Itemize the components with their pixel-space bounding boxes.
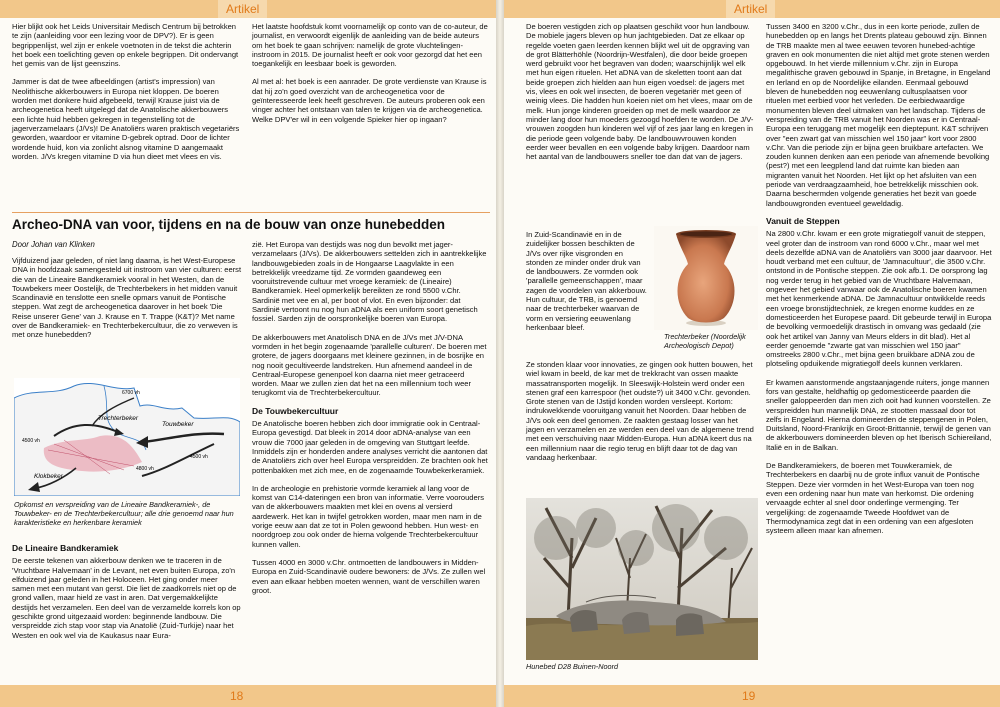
left-column-1 <box>12 256 242 349</box>
section-heading: De Touwbekercultuur <box>252 405 339 416</box>
map-label-date: 4500 vh <box>190 454 208 460</box>
article-byline: Door Johan van Klinken <box>12 240 95 249</box>
paragraph: Vijfduizend jaar geleden, of niet lang daarna, is het West-Europese DNA in hoofdzaak samengesteld uit instroom van vier culturen: eerst die van de Lineaire Bandkeramiek vooral in het Westen, dan de Touwbekers meer Oostelijk, de Trechterbekers in het midden vanuit Scandinavië en tenslotte een snelle opmars vanuit de Pontische steppen. Wat zegt de archeogenetica daarover in het boek 'Die Reise unserer Gene' van J. Krause en T. Trappe (K&T)? Met name over de Bandkeramiek- en Trechterbekercultuur, die zo verweven is met onze hunebedden? <box>12 256 242 340</box>
left-page-number: 18 <box>230 689 244 703</box>
right-column-1-lower <box>526 360 756 471</box>
paragraph: Tussen 3400 en 3200 v.Chr., dus in een korte periode, zullen de hunebedden op en langs het Drents plateau gebouwd zijn. Binnen de TRB maakte men al twee eeuwen tevoren hunebed-achtige graven en ook monumenten die niet altijd met grote stenen werden opgebouwd. In het vierde millennium v.Chr. zijn in Europa megalithische graven gebouwd in Spanje, in Bretagne, in Engeland en Ierland en op de Noordelijke eilanden. Eenmaal gebouwd bleven de hunebedden nog eeuwenlang cultusplaatsen voor rituelen met eerbied voor het verleden. De eerbiedwaardige monumenten bleven deel uitmaken van het landschap. Tijdens de verspreiding van de TRB vanuit het Noorden was er in Centraal-Europa een teruggang met mogelijk een dieptepunt. K&T schrijven over "een zwart gat van misschien wel 150 jaar" kort voor 2800 v.Chr. Van die periode zijn er bijna geen bruikbare artefacten. We zouden kunnen denken aan een periode van afnemende bevolking (pest?) met een leegplend land dat ruimte kan bieden aan migranten vanuit het Noorden. Het lijkt op het afsluiten van een periode van verdraagzaamheid, hoe betrekkelijk misschien ook. Daarna beschermden volgende generaties het bezit van goede landbouwgronden eventueel geweldadig. <box>766 22 991 208</box>
section-heading: Vanuit de Steppen <box>766 215 840 226</box>
paragraph: De akkerbouwers met Anatolisch DNA en de J/Vs met J/V-DNA vormden in het begin zogenaamde 'parallelle culturen'. De boeren met grotere, de jagers doorgaans met kleinere gezinnen, in de bosrijke en nog nooit gecultiveerde landstreken. Hun afnemend aandeel in de Centraal-Europese genenpoel kon daarna niet meer getraceerd worden. Maar we zullen zien dat het na een millennium toch weer terugkomt via de Trechterbekercultuur. <box>252 332 487 398</box>
right-page <box>504 0 1000 707</box>
page-gutter <box>496 0 504 707</box>
right-section-label: Artikel <box>726 0 775 18</box>
paragraph: In Zuid-Scandinavië en in de zuidelijker bossen beschikten de J/Vs over rijke visgronden en stonden ze minder onder druk van de landbouwers. Ze vormden ook 'parallelle gemeenschappen', maar zagen de voordelen van akkerbouw. Hun cultuur, de TRB, is genoemd naar de trechterbeker waarvan de vorm en versiering eeuwenlang herkenbaar bleef. <box>526 230 647 332</box>
map-label-trechterbeker: Trechterbeker <box>98 415 138 422</box>
paragraph: zië. Het Europa van destijds was nog dun bevolkt met jager-verzamelaars (J/Vs). De akkerbouwers settelden zich in aantrekkelijke landbouwgebieden zoals in de Hongaarse Laagvlakte in een betrekkelijk vreedzame tijd. Ze vormden gaandeweg een vooruitstrevende cultuur met vroege keramiek: de (Lineaire) Bandkeramiek. Heel opmerkelijk bereikten ze rond 5500 v.Chr. Sardinië met vee en al, per boot of vlot. En even bijzonder: dat Sardinië vertoont nu nog hun aDNA als een uniform soort genetisch fossiel. Sarden zijn de oorspronkelijke boeren van Europa. <box>252 240 487 324</box>
paragraph: Al met al: het boek is een aanrader. De grote verdienste van Krause is dat hij zo'n goed overzicht van de archeogenetica voor de geïnteresseerde leek heeft geschreven. De auteurs proberen ook een vinger achter het ontstaan van talen te krijgen via de archeogenetica. Welke DPV'er wil in een volgende Spieker hier op ingaan? <box>252 77 487 124</box>
paragraph: Na 2800 v.Chr. kwam er een grote migratiegolf vanuit de steppen, veel groter dan de instroom van rond 6000 v.Chr., maar wel met deels dezelfde aDNA van de Anatoliërs van 3000 jaar daarvoor. Het houdt verband met een cultuur, de 'Jamnacultuur', die 3500 v.Chr. ontstond in de Pontische steppen. Zie ook afb.1. De oorsprong lag nog verder terug in het gebied van de Vruchtbare Halvemaan, ongeveer het gebied vanwaar ook de Anatolische boeren kwamen met het kenmerkende aDNA. De Jamnacultuur ontwikkelde reeds een vroege bronstijdtechniek, ze kregen enorme kuddes en ze domesticeerden het Europese paard. Dit gebeurde terwijl in Europa de bevolking vermoedelijk drastisch in omvang was gedaald (zie ook het artikel van Janny van Meurs elders in dit blad). Het al eerder genoemde "zwarte gat van misschien wel 150 jaar" omstreeks 2800 v.Chr., met bijna geen bruikbare aDNA zou de plotseling opduikende migratiegolf deels kunnen verklaren. <box>766 229 992 369</box>
paragraph: Ze stonden klaar voor innovaties, ze gingen ook hutten bouwen, het wiel kwam in beeld, de kar met de trekkracht van ossen maakte massatransporten mogelijk. In Sleeswijk-Holstein werd onder een stenen graf een karrespoor (het oudste?) uit 3400 v.Chr. gevonden. Grote stenen van de IJstijd konden worden versleept. Kortom: indrukwekkende vooruitgang vanuit het Noorden. Daar hebben de J/Vs ook een deel genomen. Ze raakten gestaag losser van het jagen en verzamelen en ze werden een deel van de algemene trend met een verschuiving naar Midden-Europa. Hun aDNA keert dus na een millennium naar die regio terug en blijft daar tot de dag van vandaag herkenbaar. <box>526 360 754 462</box>
europe-map-illustration <box>14 378 240 496</box>
left-top-column-1 <box>12 22 242 170</box>
right-page-number: 19 <box>742 689 756 703</box>
pot-caption: Trechterbeker (Noordelijk Archeologisch Depot) <box>664 332 746 350</box>
paragraph: Er kwamen aanstormende angstaanjagende ruiters, jonge mannen fors van gestalte, heldhaftig op gedomesticeerde paarden die sneller galoppeerden dan men zich ooit had kunnen voorstellen. Ze verspreidden hun mannelijk DNA, ze stootten massaal door tot zelfs in Engeland. Hierna domineerden de steppengenen in Polen, Duitsland, Noord-Frankrijk en Groot-Brittannië, terwijl de genen van de akkerbouwers domineerden bleven op het Iberisch Schiereiland, Italië en in de Balkan. <box>766 377 992 452</box>
left-page <box>0 0 496 707</box>
paragraph: De Anatolische boeren hebben zich door immigratie ook in Centraal-Europa gevestigd. Dat bleek in 2014 door aDNA-analyse van een vrouw die 7000 jaar geleden in de omgeving van Stuttgart leefde. Inmiddels zijn er honderden andere analyses verricht die aantonen dat de Anatoliërs zich over heel Europa verspreidden. Ze brachten ook het pottenbakken met zich mee, en de zogenaamde Touwbekerkeramiek. <box>252 419 488 475</box>
article-title: Archeo-DNA van voor, tijdens en na de bouw van onze hunebedden <box>12 217 446 232</box>
map-label-touwbeker: Touwbeker <box>162 421 194 428</box>
hunebed-photo <box>526 498 758 660</box>
map-label-date: 6700 vh <box>122 390 140 396</box>
left-top-column-2 <box>252 22 488 133</box>
paragraph: De Bandkeramiekers, de boeren met Touwkeramiek, de Trechterbekers en daarbij nu de grote influx vanuit de Pontische Steppen. Deze vier vormden in het West-Europa van toen nog even een ordening naar hun mate van herkomst. Die ordening vervaagde echter al snel door onderlinge vermenging. Ter vergelijking: de zogenaamde Tweede Hoofdwet van de Thermodynamica zegt dat in een ordening van een afgesloten systeem alleen maar kan afnemen. <box>766 461 980 536</box>
map-label-date: 4500 vh <box>22 438 40 444</box>
paragraph: In de archeologie en prehistorie vormde keramiek al lang voor de komst van C14-dateringen een bron van informatie. Verre voorouders van de akkerbouwers maakten met klei en ovens al versierd aardewerk. Het kan in twijfel getrokken worden, maar men nam in de vorige eeuw aan dat ze tot in Polen gewoond hebben. Hun west- en noordgroep zou ook onder de hierna volgende Trechterbekercultuur kunnen vallen. <box>252 483 484 549</box>
title-rule <box>12 212 490 213</box>
map-label-klokbeker: Klokbeker <box>34 473 63 480</box>
hunebed-caption: Hunebed D28 Buinen-Noord <box>526 662 619 671</box>
left-footer-band <box>0 685 496 707</box>
paragraph: Het laatste hoofdstuk komt voornamelijk op conto van de co-auteur, de journalist, en verwoordt eigenlijk de aanleiding van de beide auteurs om het boek te gaan schrijven: namelijk de grote vluchtelingen-instroom in 2015. De journalist heeft er ook voor gezorgd dat het een toegankelijk en leesbaar boek is geworden. <box>252 22 488 69</box>
paragraph: Tussen 4000 en 3000 v.Chr. ontmoetten de landbouwers in Midden-Europa en Zuid-Scandinavië oudere bewoners: de J/Vs. Ze zullen wel even aan elkaar hebben moeten wennen, want de verschillen waren groot. <box>252 557 486 595</box>
map-caption: Opkomst en verspreiding van de Lineaire Bandkeramiek-, de Touwbeker- en de Trechterbekercultuur; alle drie genoemd naar hun karakteristieke en herkenbare keramiek <box>14 500 234 527</box>
left-column-1-lower <box>12 540 242 649</box>
right-column-2 <box>766 22 992 544</box>
paragraph: Jammer is dat de twee afbeeldingen (artist's impression) van Neolithische akkerbouwers in Europa niet kloppen. De boeren worden met donkere huid afgebeeld, terwijl Krause juist via de archeogenetica heeft uitgelegd dat de Anatolische akkerbouwers een lichte huid hebben gekregen in tegenstelling tot de jagerverzamelaars (J/Vs)! De Anatoliërs waren praktisch vegetariërs geworden, waardoor er vitamine D-gebrek optrad. Door de lichter wordende huid, kon via zonlicht alsnog vitamine D aangemaakt worden. J/Vs kregen vitamine D via hun dieet met vlees en vis. <box>12 77 240 161</box>
left-column-2 <box>252 240 488 604</box>
paragraph: De eerste tekenen van akkerbouw denken we te traceren in de 'Vruchtbare Halvemaan' in de Levant, net even buiten Europa, zo'n elfduizend jaar geleden in het Holoceen. Het ging onder meer samen met een mutant van gerst. Die liet de zaadkorrels niet op de grond vallen, maar hield ze vast in aren. Dat vergemakkelijkte destijds het verzamelen. Een deel van de verzamelde korrels kon op geschikte grond uitgezaaid worden: beginnende landbouw. Die verspreidde zich stap voor stap via Anatolië (Zuid-Turkije) naar het Westen en ook wel via de Kaukasus naar Eura- <box>12 556 241 640</box>
left-section-label: Artikel <box>218 0 267 18</box>
paragraph: Hier blijkt ook het Leids Universitair Medisch Centrum bij betrokken te zijn (aanleiding voor een lezing voor de DPV?). Er is geen begrippenlijst, wel zijn er enkele voetnoten in de tekst die achterin het boek een toelichting geven op enkele begrippen. Dit ondervangt het gemis van de lijst geenszins. <box>12 22 239 69</box>
map-label-date: 4800 vh <box>136 466 154 472</box>
right-column-1-beside-pot <box>526 230 650 341</box>
section-heading: De Lineaire Bandkeramiek <box>12 543 119 553</box>
right-column-1 <box>526 22 756 170</box>
paragraph: De boeren vestigden zich op plaatsen geschikt voor hun landbouw. De mobiele jagers bleven op hun jachtgebieden. Dat ze elkaar op regelde voeten gaen leerden kennen blijkt wel uit de opgraving van de grot Blätterhöhle (Noordrijn-Westfalen), die door beide groepen werd gebruikt voor het begraven van doden; waarschijnlijk wel elk met hun eigen rituelen. Het aDNA van de skeletten toont aan dat beide groepen zich hielden aan hun eigen voedsel: de jagers met vis, vlees en ook wel insecten, de boeren vegetariër met geen of weinig vlees. Die hadden hun koeien niet om het vlees, maar om de melk. Hun jonge kinderen groeiden op met de melk waardoor ze minder lang door hun moeders gezoogd hoefden te worden. De J/V-vrouwen zoogden hun kinderen wel vijf of zes jaar lang en kregen in die periode geen volgende baby. De landbouwvrouwen konden eerder weer bevallen en een volgende baby krijgen. Daardoor nam het aantal van de landbouwers sneller toe dan dat van de jagers. <box>526 22 754 162</box>
funnel-beaker-photo <box>654 226 758 330</box>
